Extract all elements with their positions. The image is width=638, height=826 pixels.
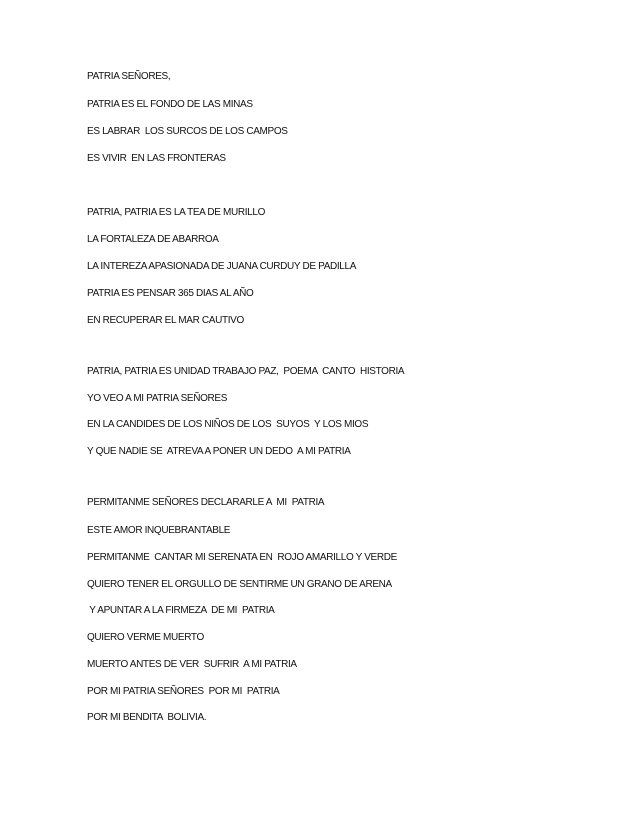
poem-line: POR MI BENDITA BOLIVIA. xyxy=(87,712,207,723)
poem-line: PERMITANME CANTAR MI SERENATA EN ROJO AMARILLO Y VERDE xyxy=(87,552,397,563)
poem-line: PERMITANME SEÑORES DECLARARLE A MI PATRIA xyxy=(87,497,325,508)
poem-line: ES VIVIR EN LAS FRONTERAS xyxy=(87,153,226,164)
poem-line: ES LABRAR LOS SURCOS DE LOS CAMPOS xyxy=(87,126,288,137)
poem-line: Y QUE NADIE SE ATREVA A PONER UN DEDO A MI PATRIA xyxy=(87,446,351,457)
poem-line: LA INTEREZA APASIONADA DE JUANA CURDUY DE PADILLA xyxy=(87,261,357,272)
poem-line: PATRIA SEÑORES, xyxy=(87,71,171,82)
poem-line: PATRIA, PATRIA ES UNIDAD TRABAJO PAZ, POEMA CANTO HISTORIA xyxy=(87,366,405,377)
poem-line: PATRIA ES EL FONDO DE LAS MINAS xyxy=(87,99,253,110)
poem-line: YO VEO A MI PATRIA SEÑORES xyxy=(87,393,228,404)
poem-line: ESTE AMOR INQUEBRANTABLE xyxy=(87,525,231,536)
poem-line: POR MI PATRIA SEÑORES POR MI PATRIA xyxy=(87,686,280,697)
poem-line: LA FORTALEZA DE ABARROA xyxy=(87,234,219,245)
poem-line: PATRIA, PATRIA ES LA TEA DE MURILLO xyxy=(87,207,265,218)
poem-line: EN LA CANDIDES DE LOS NIÑOS DE LOS SUYOS Y LOS MIOS xyxy=(87,419,369,430)
poem-line: QUIERO VERME MUERTO xyxy=(87,632,204,643)
poem-line: QUIERO TENER EL ORGULLO DE SENTIRME UN GRANO DE ARENA xyxy=(87,579,392,590)
poem-line: Y APUNTAR A LA FIRMEZA DE MI PATRIA xyxy=(87,605,275,616)
poem-line: EN RECUPERAR EL MAR CAUTIVO xyxy=(87,315,244,326)
poem-line: PATRIA ES PENSAR 365 DIAS AL AÑO xyxy=(87,288,254,299)
poem-line: MUERTO ANTES DE VER SUFRIR A MI PATRIA xyxy=(87,659,297,670)
